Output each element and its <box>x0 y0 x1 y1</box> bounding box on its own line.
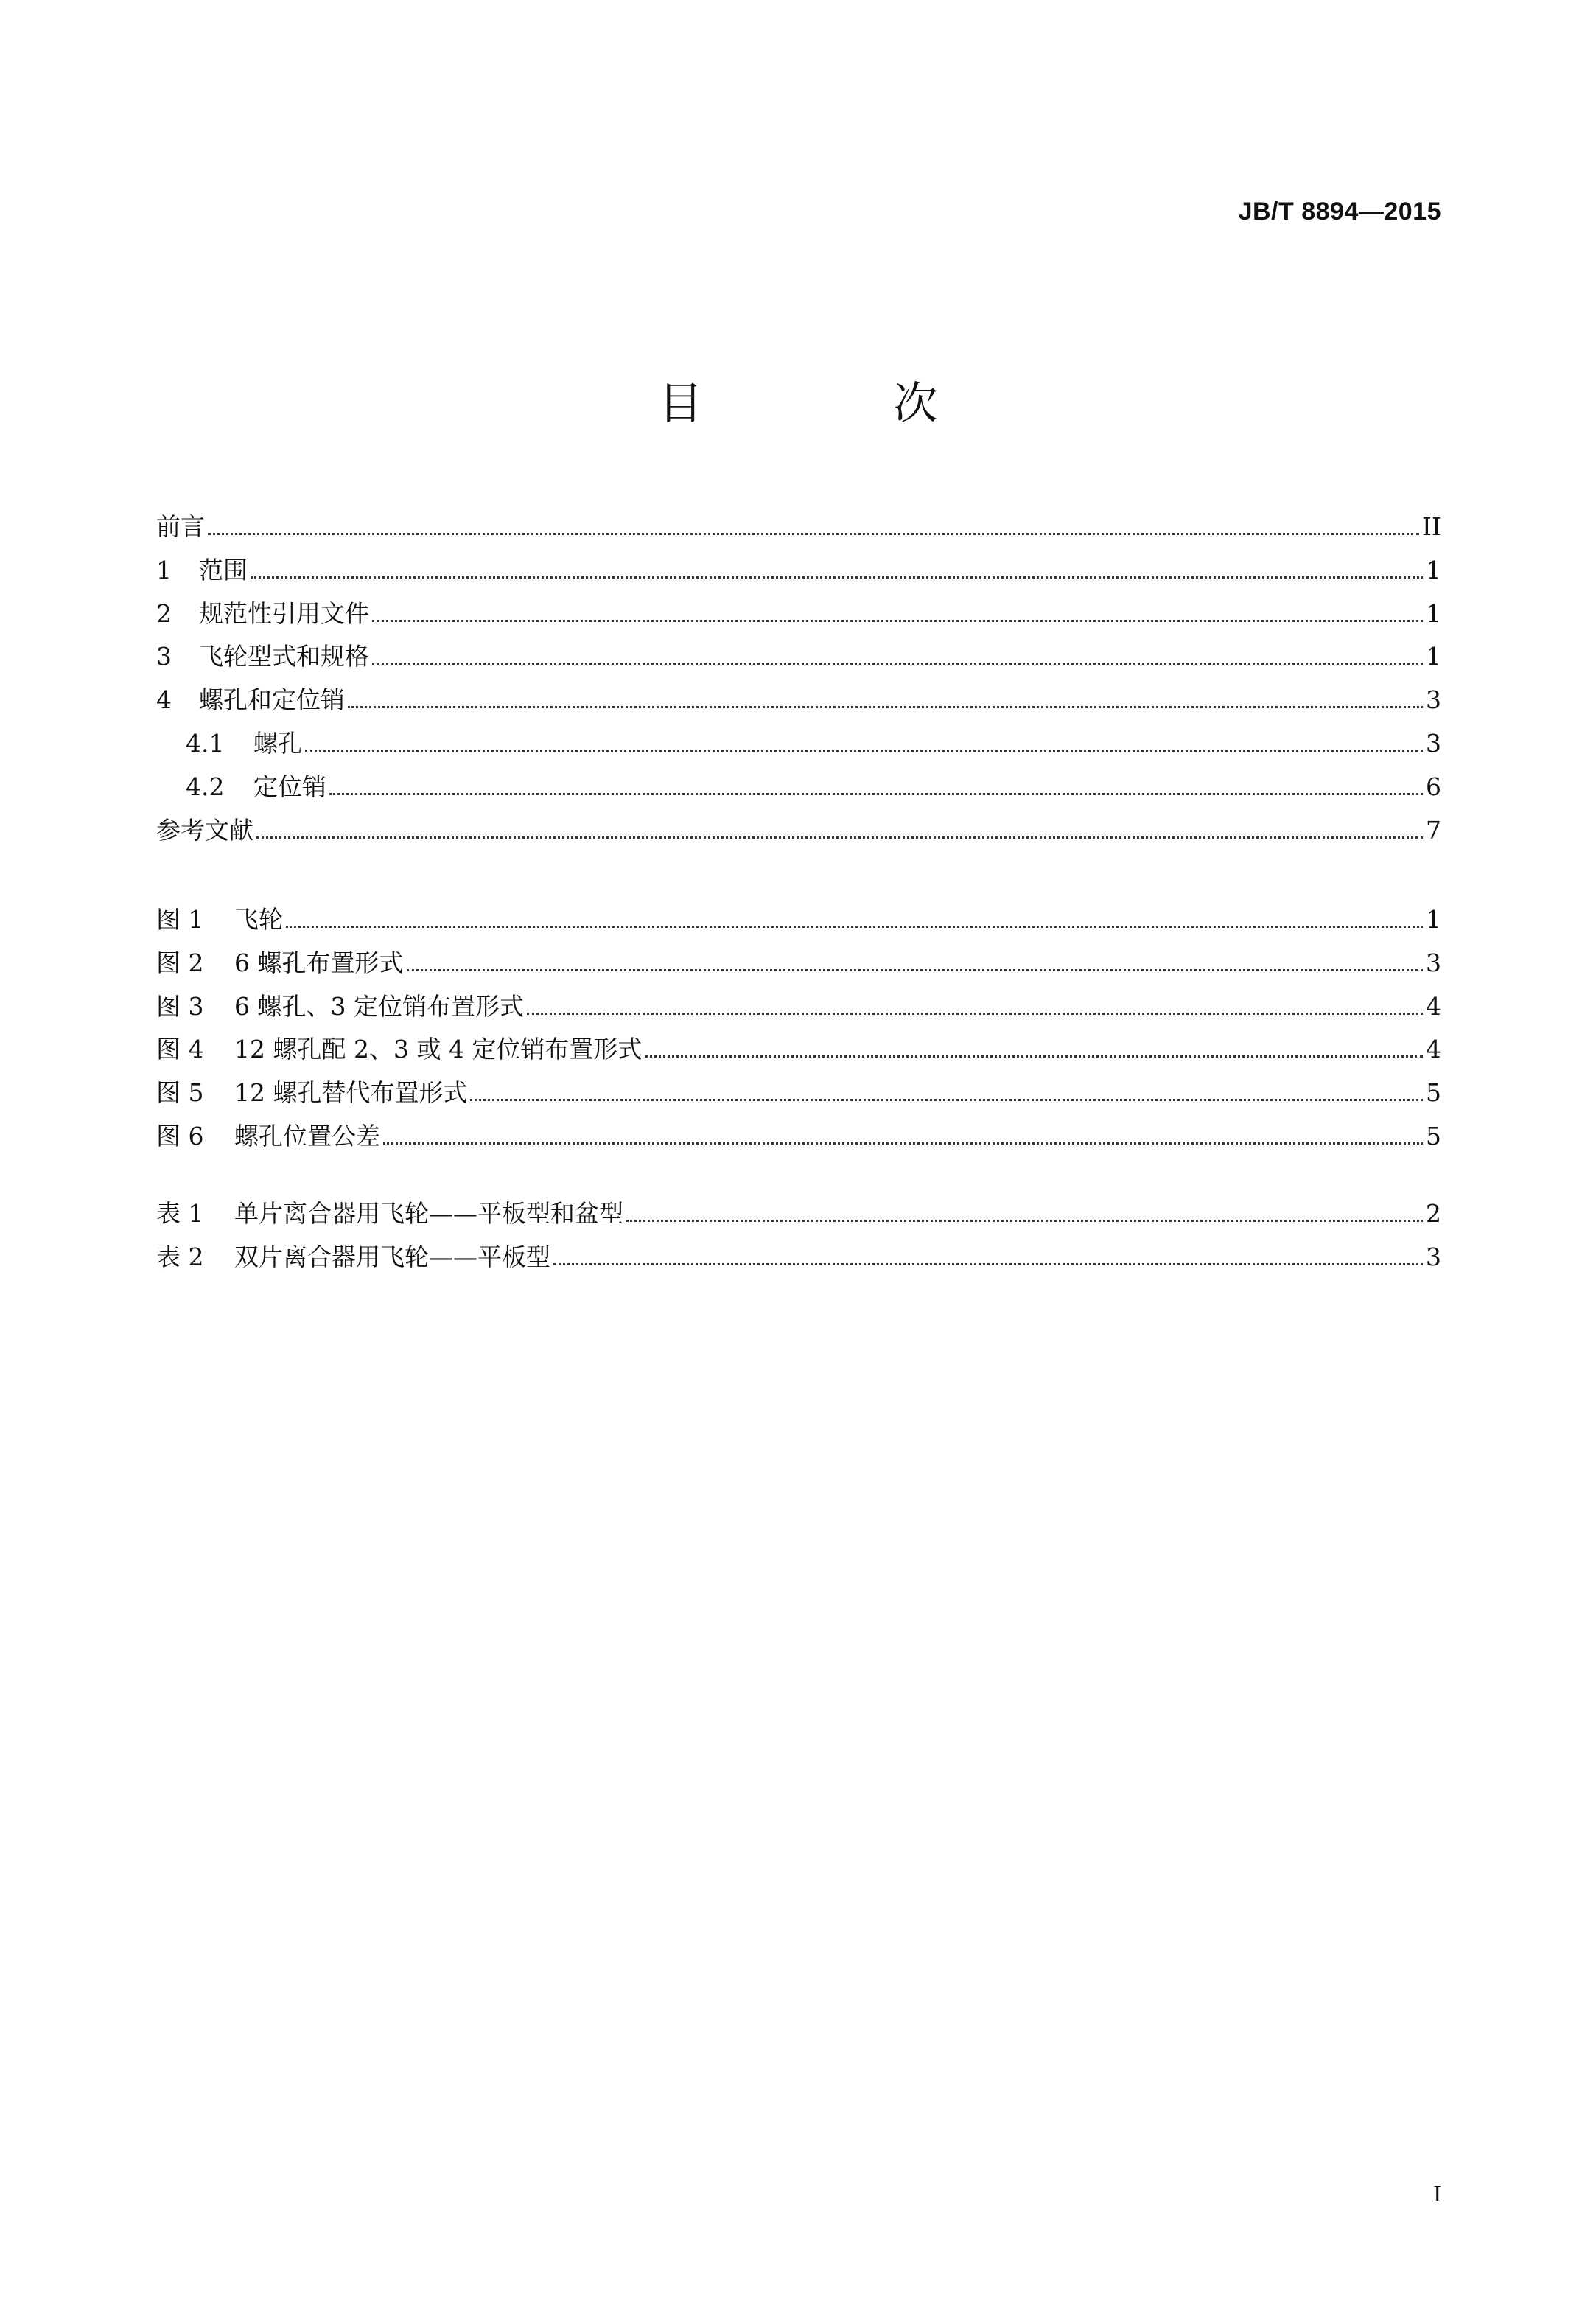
toc-leader-dots <box>383 1142 1423 1145</box>
toc-entry-page: 1 <box>1426 905 1441 934</box>
toc-entry-label: 螺孔和定位销 <box>199 685 345 715</box>
toc-entry-label: 螺孔 <box>253 728 302 758</box>
toc-figure-entry[interactable] <box>156 1072 1441 1115</box>
toc-entry-label: 范围 <box>199 555 248 584</box>
toc-entry-number: 1 <box>156 555 172 584</box>
toc-entry-page: 2 <box>1426 1199 1441 1228</box>
toc-leader-dots <box>372 663 1423 665</box>
toc-entry-holes-and-pins[interactable] <box>156 679 1441 722</box>
page-number: I <box>1433 2180 1441 2207</box>
toc-entry-page: 3 <box>1426 728 1441 758</box>
toc-leader-dots <box>256 836 1423 839</box>
toc-entry-page: II <box>1421 512 1441 541</box>
toc-leader-dots <box>407 969 1424 971</box>
toc-entry-bibliography[interactable] <box>156 809 1441 853</box>
toc-entry-flywheel-types[interactable] <box>156 635 1441 679</box>
toc-entry-label: 规范性引用文件 <box>199 598 369 628</box>
toc-entry-number: 表 2 <box>156 1242 204 1271</box>
toc-entry-number: 表 1 <box>156 1199 204 1228</box>
toc-entry-label: 前言 <box>156 512 205 541</box>
toc-main-list <box>156 506 1441 852</box>
toc-entry-number: 图 4 <box>156 1035 204 1064</box>
toc-entry-number: 图 2 <box>156 948 204 977</box>
standard-code: JB/T 8894—2015 <box>1238 198 1441 226</box>
toc-leader-dots <box>348 706 1423 708</box>
toc-leader-dots <box>208 533 1419 535</box>
toc-leader-dots <box>553 1263 1423 1265</box>
toc-figures-list <box>156 898 1441 1159</box>
toc-entry-page: 4 <box>1426 991 1441 1021</box>
toc-entry-page: 7 <box>1426 815 1441 845</box>
toc-entry-screw-holes[interactable] <box>156 722 1441 766</box>
toc-entry-label: 12 螺孔配 2、3 或 4 定位销布置形式 <box>234 1035 643 1064</box>
toc-leader-dots <box>470 1099 1423 1101</box>
toc-entry-page: 4 <box>1426 1035 1441 1064</box>
toc-entry-label: 6 螺孔、3 定位销布置形式 <box>234 991 524 1021</box>
page-title: 目 次 <box>658 378 1026 430</box>
toc-entry-number: 图 5 <box>156 1078 204 1108</box>
toc-tables-list <box>156 1192 1441 1279</box>
toc-entry-page: 3 <box>1426 948 1441 977</box>
toc-entry-number: 图 1 <box>156 905 204 934</box>
toc-entry-label: 飞轮 <box>234 905 283 934</box>
toc-entry-normative-references[interactable] <box>156 593 1441 636</box>
toc-entry-number: 3 <box>156 642 172 671</box>
toc-leader-dots <box>645 1055 1423 1058</box>
toc-table-entry[interactable] <box>156 1192 1441 1236</box>
toc-entry-label: 螺孔位置公差 <box>234 1121 380 1150</box>
toc-entry-number: 4 <box>156 685 172 715</box>
toc-entry-page: 1 <box>1426 555 1441 584</box>
toc-entry-label: 双片离合器用飞轮——平板型 <box>234 1242 550 1271</box>
toc-entry-foreword[interactable] <box>156 506 1441 549</box>
toc-figure-entry[interactable] <box>156 898 1441 942</box>
toc-entry-label: 单片离合器用飞轮——平板型和盆型 <box>234 1199 623 1228</box>
toc-entry-number: 4.1 <box>186 728 225 758</box>
toc-entry-page: 5 <box>1426 1121 1441 1150</box>
toc-leader-dots <box>527 1013 1423 1015</box>
toc-entry-number: 4.2 <box>186 772 225 801</box>
toc-entry-number: 图 3 <box>156 991 204 1021</box>
toc-figure-entry[interactable] <box>156 1028 1441 1072</box>
toc-leader-dots <box>305 750 1423 752</box>
toc-entry-label: 飞轮型式和规格 <box>199 642 369 671</box>
toc-figure-entry[interactable] <box>156 985 1441 1029</box>
toc-figure-entry[interactable] <box>156 1115 1441 1159</box>
toc-figure-entry[interactable] <box>156 942 1441 985</box>
toc-entry-label: 12 螺孔替代布置形式 <box>234 1078 468 1108</box>
toc-entry-page: 3 <box>1426 1242 1441 1271</box>
toc-entry-number: 图 6 <box>156 1121 204 1150</box>
toc-entry-page: 1 <box>1426 642 1441 671</box>
toc-leader-dots <box>626 1220 1423 1222</box>
toc-entry-scope[interactable] <box>156 549 1441 593</box>
toc-leader-dots <box>286 926 1423 928</box>
toc-leader-dots <box>251 576 1423 579</box>
toc-entry-page: 3 <box>1426 685 1441 715</box>
toc-entry-number: 2 <box>156 598 172 628</box>
toc-entry-page: 6 <box>1426 772 1441 801</box>
toc-entry-label: 定位销 <box>253 772 326 801</box>
toc-entry-label: 6 螺孔布置形式 <box>234 948 404 977</box>
toc-leader-dots <box>372 620 1423 622</box>
toc-entry-page: 1 <box>1426 598 1441 628</box>
toc-leader-dots <box>329 793 1423 795</box>
toc-entry-label: 参考文献 <box>156 815 253 845</box>
toc-entry-dowel-pins[interactable] <box>156 766 1441 809</box>
toc-entry-page: 5 <box>1426 1078 1441 1108</box>
toc-table-entry[interactable] <box>156 1236 1441 1279</box>
